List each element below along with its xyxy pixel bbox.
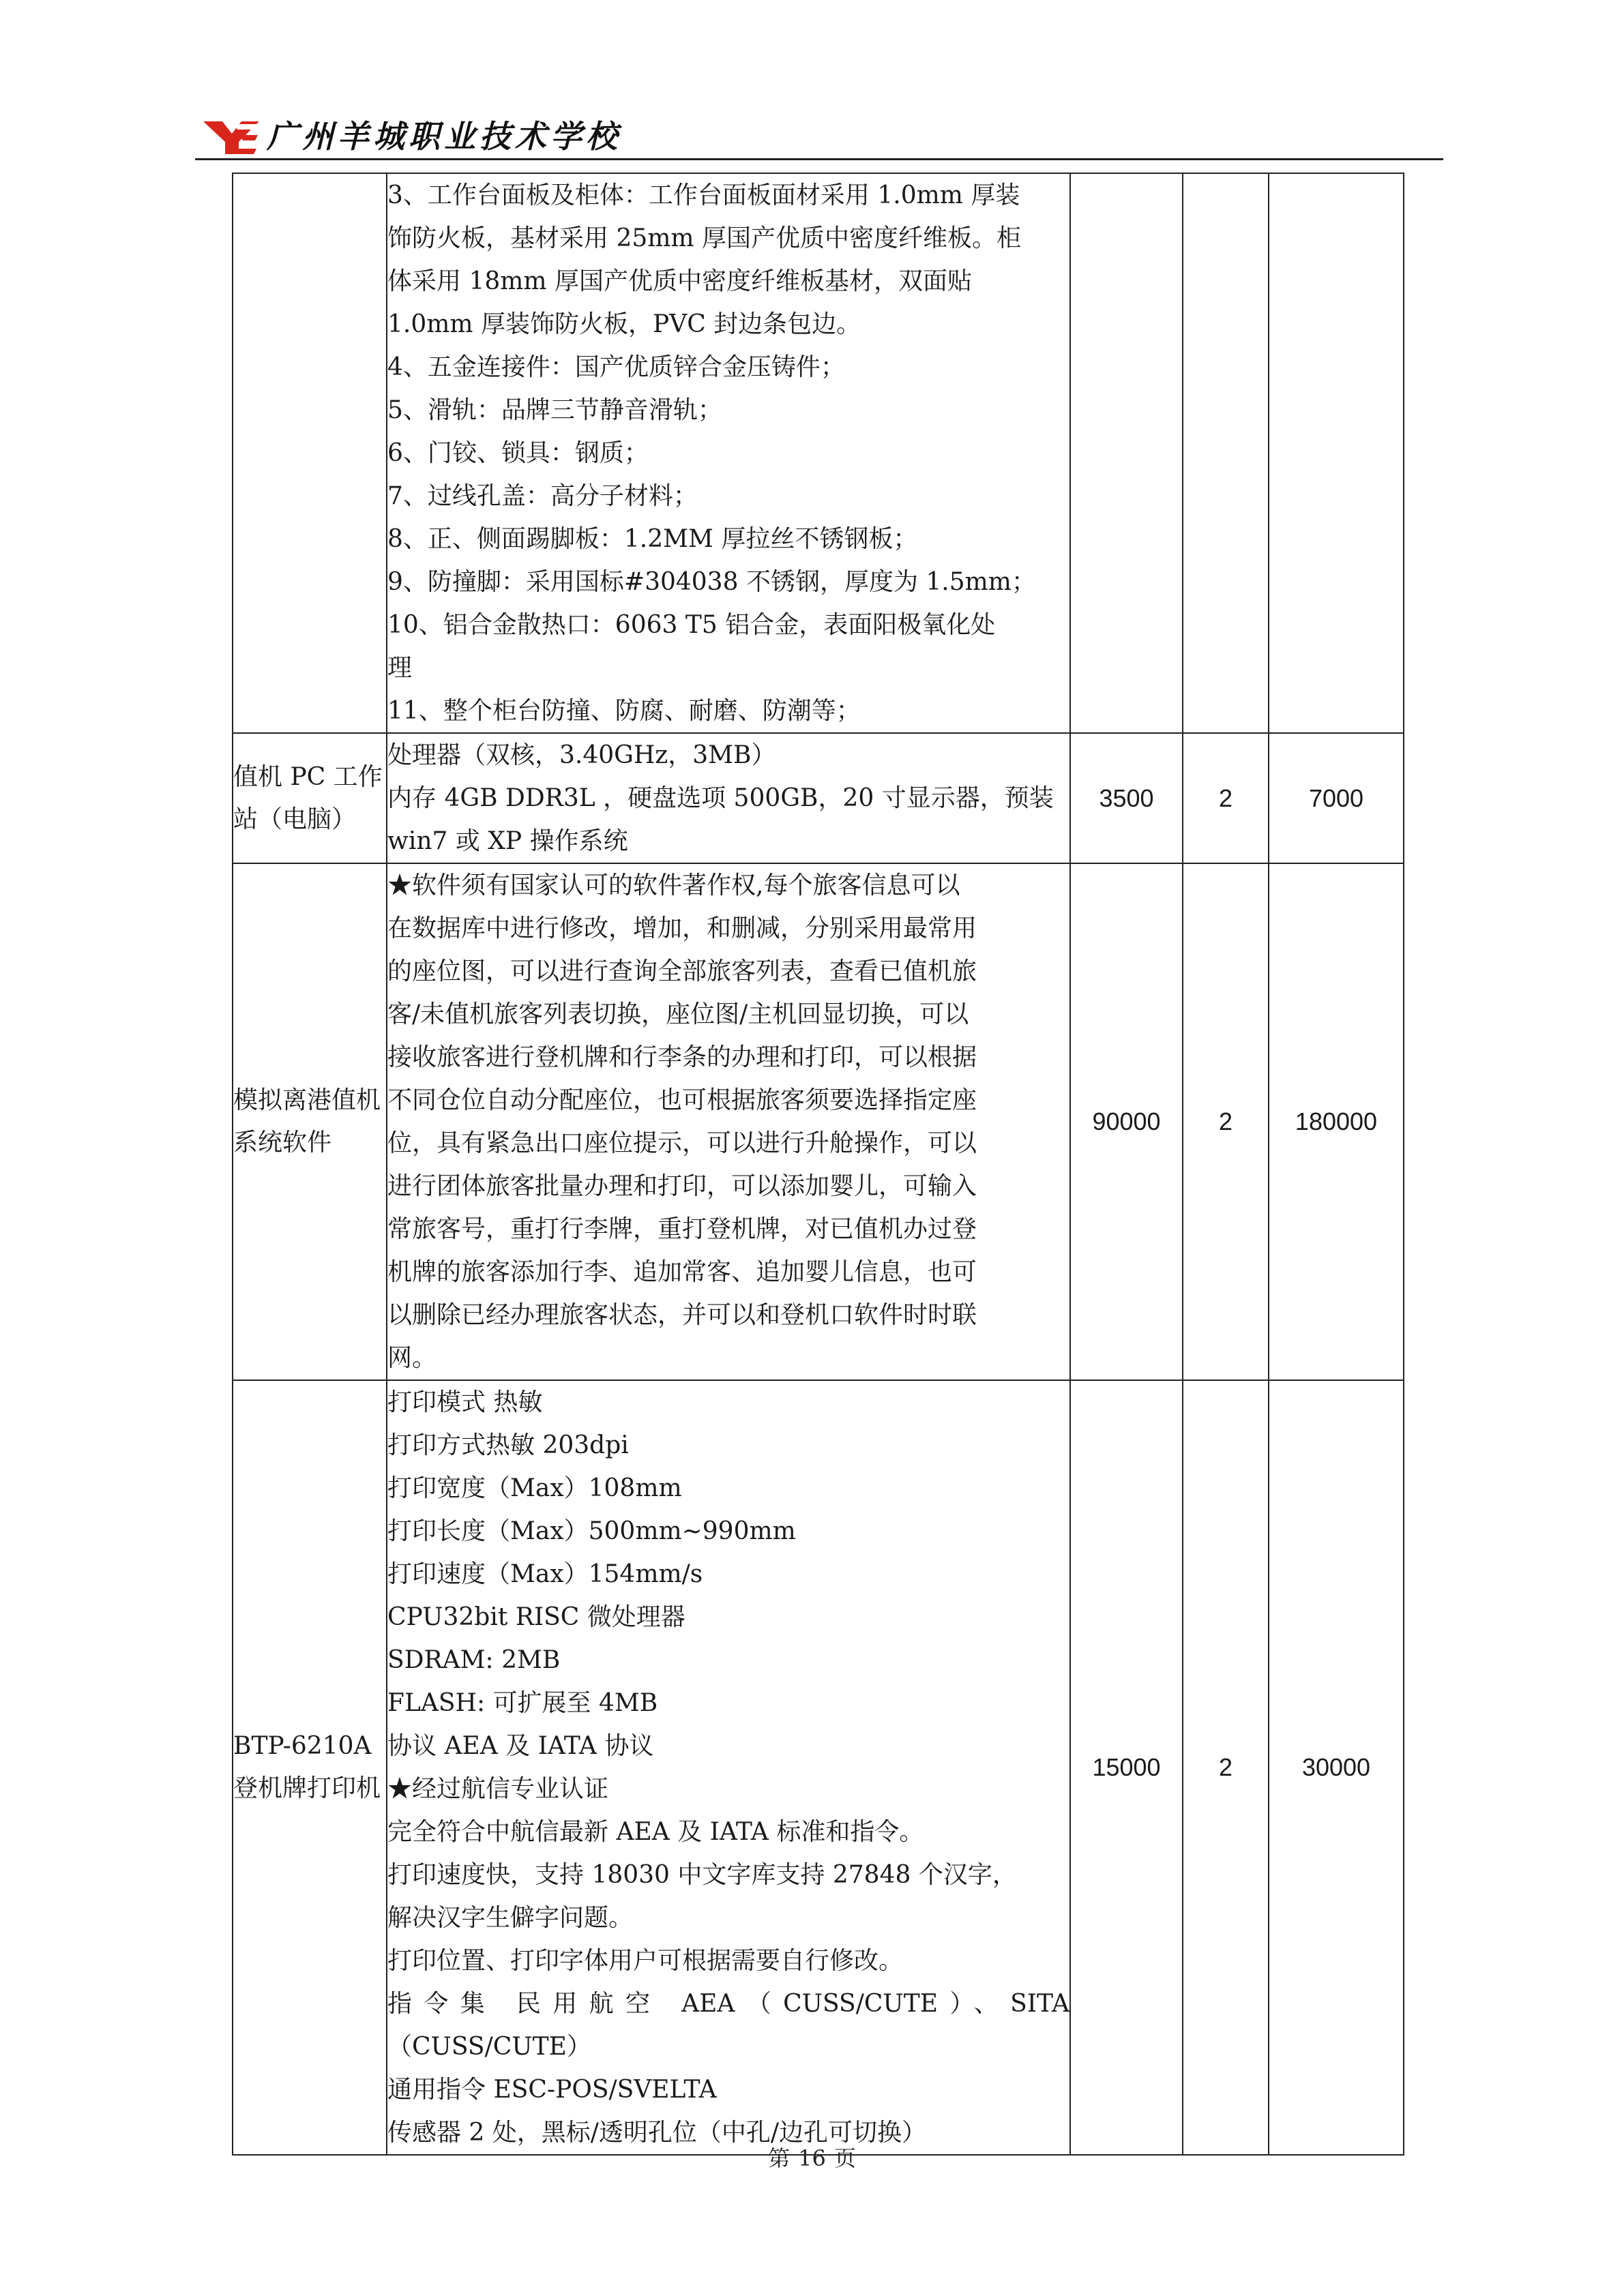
spec-line: 指令集 民用航空 AEA（CUSS/CUTE）、SITA（CUSS/CUTE） <box>387 1990 1069 2061</box>
item-name-cell: BTP-6210A 登机牌打印机 <box>233 1380 387 2155</box>
spec-line: 饰防火板，基材采用 25mm 厚国产优质中密度纤维板。柜 <box>387 224 1021 252</box>
table-row <box>233 1380 1404 2155</box>
header-divider <box>195 158 1443 160</box>
item-spec-cell <box>387 173 1070 733</box>
total-price-cell <box>1269 173 1404 733</box>
table-row <box>233 733 1404 863</box>
item-name-cell <box>233 173 387 733</box>
spec-line: 10、铝合金散热口：6063 T5 铝合金，表面阳极氧化处 <box>387 611 996 639</box>
spec-line: 传感器 2 处，黑标/透明孔位（中孔/边孔可切换） <box>387 2119 927 2147</box>
spec-line: 7、过线孔盖：高分子材料； <box>387 482 698 510</box>
spec-line: 体采用 18mm 厚国产优质中密度纤维板基材，双面贴 <box>387 267 972 295</box>
item-spec-cell <box>387 733 1070 863</box>
spec-line: 9、防撞脚：采用国标#304038 不锈钢，厚度为 1.5mm； <box>387 568 1036 596</box>
total-price-cell: 30000 <box>1269 1380 1404 2155</box>
school-name: 广州羊城职业技术学校 <box>267 118 621 155</box>
spec-line: 打印位置、打印字体用户可根据需要自行修改。 <box>387 1947 904 1975</box>
spec-line: 打印速度（Max）154mm/s <box>387 1560 703 1588</box>
page-label-suffix: 页 <box>833 2145 856 2171</box>
quantity-cell: 2 <box>1183 1380 1269 2155</box>
quantity-cell: 2 <box>1183 733 1269 863</box>
page-label-prefix: 第 <box>768 2145 791 2171</box>
spec-line: 解决汉字生僻字问题。 <box>387 1904 634 1932</box>
quantity-cell <box>1183 173 1269 733</box>
spec-line: 不同仓位自动分配座位，也可根据旅客须要选择指定座 <box>387 1086 977 1114</box>
spec-line: 打印长度（Max）500mm~990mm <box>387 1517 796 1545</box>
page-number: 16 <box>798 2145 826 2171</box>
unit-price-cell: 15000 <box>1070 1380 1183 2155</box>
spec-line: ★软件须有国家认可的软件著作权,每个旅客信息可以 <box>387 871 960 899</box>
unit-price-cell: 3500 <box>1070 733 1183 863</box>
spec-line: 打印宽度（Max）108mm <box>387 1474 682 1502</box>
spec-line: ★经过航信专业认证 <box>387 1775 609 1803</box>
total-price-cell: 7000 <box>1269 733 1404 863</box>
spec-line: 完全符合中航信最新 AEA 及 IATA 标准和指令。 <box>387 1818 924 1846</box>
unit-price-cell <box>1070 173 1183 733</box>
spec-line: CPU32bit RISC 微处理器 <box>387 1603 685 1631</box>
spec-line: 位，具有紧急出口座位提示，可以进行升舱操作，可以 <box>387 1129 977 1157</box>
spec-line: 6、门铰、锁具：钢质； <box>387 439 649 467</box>
total-price-cell: 180000 <box>1269 863 1404 1380</box>
table-row <box>233 863 1404 1380</box>
spec-line: 通用指令 ESC-POS/SVELTA <box>387 2076 717 2104</box>
spec-line: 打印方式热敏 203dpi <box>387 1431 629 1459</box>
spec-line: 协议 AEA 及 IATA 协议 <box>387 1732 654 1760</box>
spec-line: 常旅客号，重打行李牌，重打登机牌，对已值机办过登 <box>387 1215 977 1243</box>
spec-line: 处理器（双核，3.40GHz，3MB） <box>387 741 776 769</box>
spec-line: FLASH: 可扩展至 4MB <box>387 1689 658 1717</box>
table-row <box>233 173 1404 733</box>
yc-logo-icon <box>202 119 261 157</box>
spec-line: 内存 4GB DDR3L ，硬盘选项 500GB，20 寸显示器，预装 <box>387 784 1054 812</box>
spec-line: 在数据库中进行修改，增加，和删减，分别采用最常用 <box>387 914 977 942</box>
unit-price-cell: 90000 <box>1070 863 1183 1380</box>
spec-line: 进行团体旅客批量办理和打印，可以添加婴儿，可输入 <box>387 1172 977 1200</box>
item-name-cell: 值机 PC 工作站（电脑） <box>233 733 387 863</box>
page-footer <box>0 2141 1624 2173</box>
item-name-cell: 模拟离港值机系统软件 <box>233 863 387 1380</box>
spec-line: 以删除已经办理旅客状态，并可以和登机口软件时时联 <box>387 1301 977 1329</box>
page-header <box>195 109 1443 162</box>
spec-line: 接收旅客进行登机牌和行李条的办理和打印，可以根据 <box>387 1043 977 1071</box>
spec-line: 1.0mm 厚装饰防火板，PVC 封边条包边。 <box>387 310 861 338</box>
spec-line: 打印速度快，支持 18030 中文字库支持 27848 个汉字， <box>387 1861 1017 1889</box>
spec-line: 4、五金连接件：国产优质锌合金压铸件； <box>387 353 845 381</box>
spec-line: 5、滑轨：品牌三节静音滑轨； <box>387 396 722 424</box>
item-spec-cell <box>387 863 1070 1380</box>
spec-line: win7 或 XP 操作系统 <box>387 827 628 855</box>
spec-line: 11、整个柜台防撞、防腐、耐磨、防潮等； <box>387 697 861 725</box>
spec-line: 网。 <box>387 1344 437 1372</box>
spec-line: 理 <box>387 654 413 682</box>
equipment-spec-table <box>232 173 1404 2156</box>
spec-line: 客/未值机旅客列表切换，座位图/主机回显切换，可以 <box>387 1000 969 1028</box>
quantity-cell: 2 <box>1183 863 1269 1380</box>
spec-line: 的座位图，可以进行查询全部旅客列表，查看已值机旅 <box>387 957 977 985</box>
spec-line: 8、正、侧面踢脚板：1.2MM 厚拉丝不锈钢板； <box>387 525 918 553</box>
spec-line: SDRAM: 2MB <box>387 1646 561 1674</box>
spec-line: 打印模式 热敏 <box>387 1388 543 1416</box>
item-spec-cell <box>387 1380 1070 2155</box>
spec-line: 3、工作台面板及柜体：工作台面板面材采用 1.0mm 厚装 <box>387 181 1020 209</box>
spec-line: 机牌的旅客添加行李、追加常客、追加婴儿信息，也可 <box>387 1258 977 1286</box>
